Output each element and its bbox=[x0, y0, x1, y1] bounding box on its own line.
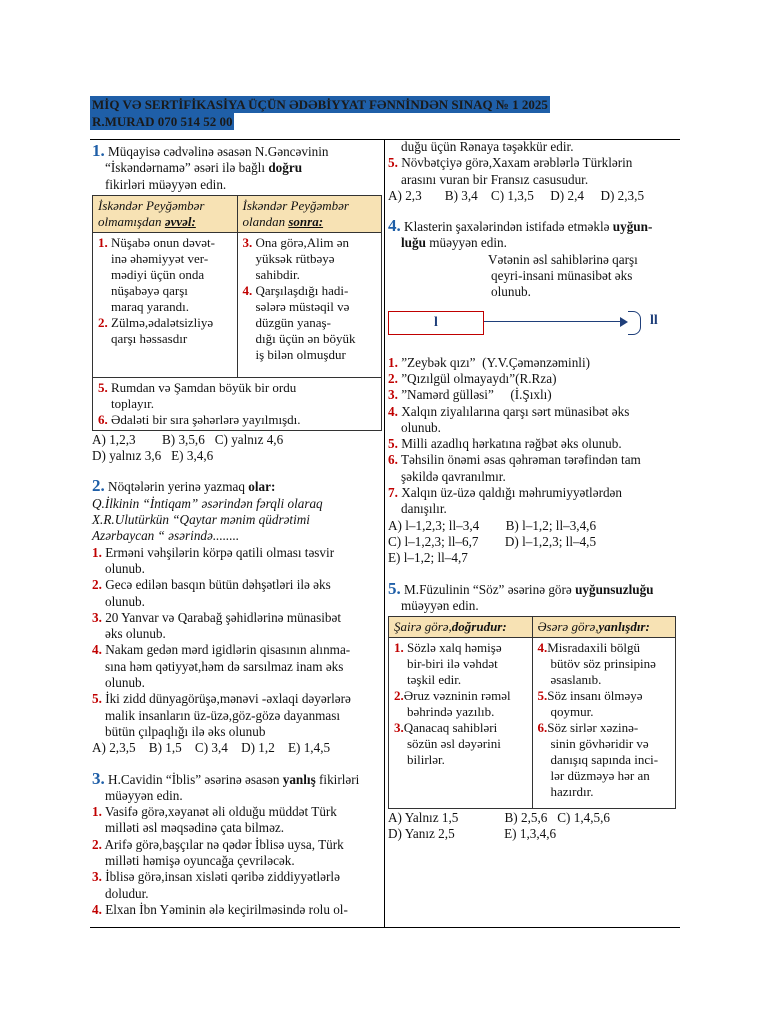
keyword: olar: bbox=[248, 479, 276, 495]
table-header: Şairə görə,doğrudur: bbox=[389, 617, 533, 638]
list-item: 5. İki zidd dünyagörüşə,mənəvi -əxlaqi dəyərlərə bbox=[92, 691, 351, 707]
answer-options: D) Yanız 2,5 E) 1,3,4,6 bbox=[388, 826, 557, 842]
list-item: 4. Xalqın ziyalılarına qarşı sərt münasibət əks bbox=[388, 403, 630, 419]
answer-options: E) l–1,2; ll–4,7 bbox=[388, 550, 468, 566]
arrow-line bbox=[484, 321, 624, 322]
question-text: Nöqtələrin yerinə yazmaq bbox=[108, 479, 249, 495]
question-text: H.Cavidin “İblis” əsərinə əsasən bbox=[108, 771, 283, 787]
list-item: milləti əsl məqsədinə çata bilməz. bbox=[105, 820, 285, 836]
list-item: olunub. bbox=[105, 675, 145, 691]
question-text: Klasterin şaxələrindən istifadə etməklə bbox=[404, 219, 613, 235]
question-2 bbox=[92, 478, 382, 756]
question-number: 3. bbox=[92, 768, 105, 788]
table-header: Əsərə görə,yanlışdır: bbox=[532, 617, 676, 638]
question-text: fikirləri bbox=[315, 771, 360, 787]
answer-options: A) 1,2,3 B) 3,5,6 C) yalnız 4,6 bbox=[92, 431, 284, 447]
list-item: 4. Elxan İbn Yəminin ələ keçirilməsində rolu ol- bbox=[92, 901, 348, 917]
answer-options: A) Yalnız 1,5 B) 2,5,6 C) 1,4,5,6 bbox=[388, 810, 610, 826]
list-item: danışılır. bbox=[401, 501, 447, 517]
cluster-description: Vətənin əsl sahiblərinə qarşı bbox=[488, 251, 638, 267]
list-item: 2. Gecə edilən basqın bütün dəhşətləri ilə əks bbox=[92, 577, 331, 593]
question-5 bbox=[388, 578, 676, 843]
comparison-table bbox=[388, 616, 676, 809]
list-item: duğu üçün Rənaya təşəkkür edir. bbox=[401, 139, 574, 154]
arrow-icon bbox=[620, 317, 628, 327]
list-item: milləti həmişə oyuncağa çevriləcək. bbox=[105, 853, 295, 869]
list-item: əks olunub. bbox=[105, 626, 166, 642]
question-number: 1. bbox=[92, 141, 105, 160]
list-item: olunub. bbox=[105, 593, 145, 609]
keyword: yanlış bbox=[282, 771, 316, 787]
table-header: İskəndər Peyğəmbər olmamışdan əvvəl: bbox=[93, 195, 238, 232]
list-item: doludur. bbox=[105, 885, 149, 901]
table-cell: 5. Rumdan və Şamdan böyük bir ordu toplayır. 6. Ədaləti bir sıra şəhərlərə yayılmışdı. bbox=[93, 377, 382, 430]
cluster-box-l: l bbox=[388, 311, 484, 335]
list-item: 5. Milli azadlıq hərkatına rəğbət əks olunub. bbox=[388, 436, 622, 452]
list-item: 2. Arifə görə,başçılar nə qədər İblisə uysa, Türk bbox=[92, 836, 344, 852]
answer-options: A) 2,3 B) 3,4 C) 1,3,5 D) 2,4 D) 2,3,5 bbox=[388, 187, 645, 203]
column-divider bbox=[384, 140, 385, 928]
list-item: 3. İblisə görə,insan xisləti qəribə ziddiyyətlərlə bbox=[92, 869, 340, 885]
question-text: müəyyən edin. bbox=[401, 597, 479, 613]
list-item: olunub. bbox=[105, 560, 145, 576]
table-cell: 4.Misradaxili bölgü bütöv söz prinsipinə əsaslanıb. 5.Söz insanı ölməyə qoymur. 6.Söz sirlər xəzinə- sinin gövhəridir və danışıq sapında inci- lər düzməyə hər an hazırdır. bbox=[532, 638, 676, 809]
answer-options: A) l–1,2,3; ll–3,4 B) l–1,2; ll–3,4,6 bbox=[388, 517, 597, 533]
brace-icon bbox=[628, 311, 641, 335]
table-cell: 1. Sözlə xalq həmişə bir-biri ilə vəhdət təşkil edir. 2.Əruz vəzninin rəməl bəhrində yazılıb. 3.Qanacaq sahibləri sözün əsl dəyərini bilirlər. bbox=[389, 638, 533, 809]
list-item: 3. ”Namərd gülləsi” (İ.Şıxlı) bbox=[388, 387, 552, 403]
list-item: 1. ”Zeybək qızı” (Y.V.Çəmənzəminli) bbox=[388, 354, 591, 370]
keyword: luğu bbox=[401, 235, 426, 251]
list-item: 5. Növbətçiyə görə,Xaxam ərəblərlə Türklərin bbox=[388, 155, 633, 171]
list-item: bütün çılpaqlığı ilə əks olunub bbox=[105, 723, 266, 739]
test-author: R.MURAD 070 514 52 00 bbox=[92, 114, 233, 129]
cluster-diagram bbox=[388, 307, 676, 353]
question-text: fikirləri müəyyən edin. bbox=[105, 176, 227, 192]
cluster-label-ll: ll bbox=[650, 312, 658, 328]
keyword: uyğun- bbox=[612, 219, 653, 235]
list-item: 1. Erməni vəhşilərin körpə qatili olması təsvir bbox=[92, 544, 335, 560]
list-item: 4. Nakam gedən mərd igidlərin qisasının alınma- bbox=[92, 642, 351, 658]
list-item: 2. ”Qızılgül olmayaydı”(R.Rza) bbox=[388, 370, 557, 386]
left-column bbox=[92, 143, 382, 918]
bottom-rule bbox=[90, 927, 680, 928]
test-title: MİQ VƏ SERTİFİKASİYA ÜÇÜN ƏDƏBİYYAT FƏNNİNDƏN SINAQ № 1 2025 bbox=[92, 97, 548, 112]
list-item: arasını vuran bir Fransız casusudur. bbox=[401, 171, 589, 187]
list-item: 6. Təhsilin önəmi əsas qəhrəman tərəfindən tam bbox=[388, 452, 641, 468]
question-number: 4. bbox=[388, 216, 401, 236]
question-1 bbox=[92, 143, 382, 464]
question-text: Azərbaycan “ əsərində........ bbox=[92, 528, 240, 544]
answer-options: C) l–1,2,3; ll–6,7 D) l–1,2,3; ll–4,5 bbox=[388, 533, 597, 549]
table-cell: 3. Ona görə,Alim ən yüksək rütbəyə sahibdir. 4. Qarşılaşdığı hadi- sələrə müstəqil və düzgün yanaş- dığı üçün ən böyük iş bilən olmuşdur bbox=[237, 232, 382, 377]
keyword: doğru bbox=[268, 160, 303, 176]
question-text: “İskəndərnamə” əsəri ilə bağlı bbox=[105, 160, 269, 176]
table-header: İskəndər Peyğəmbər olandan sonra: bbox=[237, 195, 382, 232]
table-cell: 1. Nüşabə onun dəvət- inə əhəmiyyət ver- mədiyi üçün onda nüşabəyə qarşı maraq yarandı. 2. Zülmə,ədalətsizliyə qarşı həssasdır bbox=[93, 232, 238, 377]
question-text: Q.İlkinin “İntiqam” əsərindən fərqli olaraq bbox=[92, 495, 323, 511]
list-item: 7. Xalqın üz-üzə qaldığı məhrumiyyətlərdən bbox=[388, 485, 623, 501]
list-item: şəkildə qavranılmır. bbox=[401, 468, 506, 484]
keyword: uyğunsuzluğu bbox=[575, 581, 654, 597]
question-text: müəyyən edin. bbox=[105, 787, 183, 803]
cluster-description: qeyri-insani münasibət əks bbox=[491, 268, 633, 284]
comparison-table bbox=[92, 195, 382, 431]
question-4 bbox=[388, 218, 676, 566]
question-text: M.Füzulinin “Söz” əsərinə görə bbox=[404, 581, 576, 597]
list-item: malik insanların üz-üzə,göz-gözə dayanması bbox=[105, 707, 341, 723]
list-item: 1. Vasifə görə,xəyanət əli olduğu müddət Türk bbox=[92, 804, 337, 820]
question-3 bbox=[92, 768, 382, 919]
question-text: Müqayisə cədvəlinə əsasən N.Gəncəvinin bbox=[108, 144, 329, 159]
question-number: 2. bbox=[92, 476, 105, 496]
question-text: müəyyən edin. bbox=[425, 235, 507, 251]
question-number: 5. bbox=[388, 578, 401, 598]
right-column bbox=[388, 139, 676, 843]
question-text: X.R.Ulutürkün “Qaytar mənim qüdrətimi bbox=[92, 512, 310, 528]
answer-options: D) yalnız 3,6 E) 3,4,6 bbox=[92, 448, 214, 464]
list-item: olunub. bbox=[401, 419, 441, 435]
cluster-description: olunub. bbox=[491, 284, 531, 300]
answer-options: A) 2,3,5 B) 1,5 C) 3,4 D) 1,2 E) 1,4,5 bbox=[92, 740, 331, 756]
list-item: 3. 20 Yanvar və Qarabağ şəhidlərinə münasibət bbox=[92, 609, 342, 625]
list-item: sına həm qətiyyət,həm də sarsılmaz inam əks bbox=[105, 658, 344, 674]
